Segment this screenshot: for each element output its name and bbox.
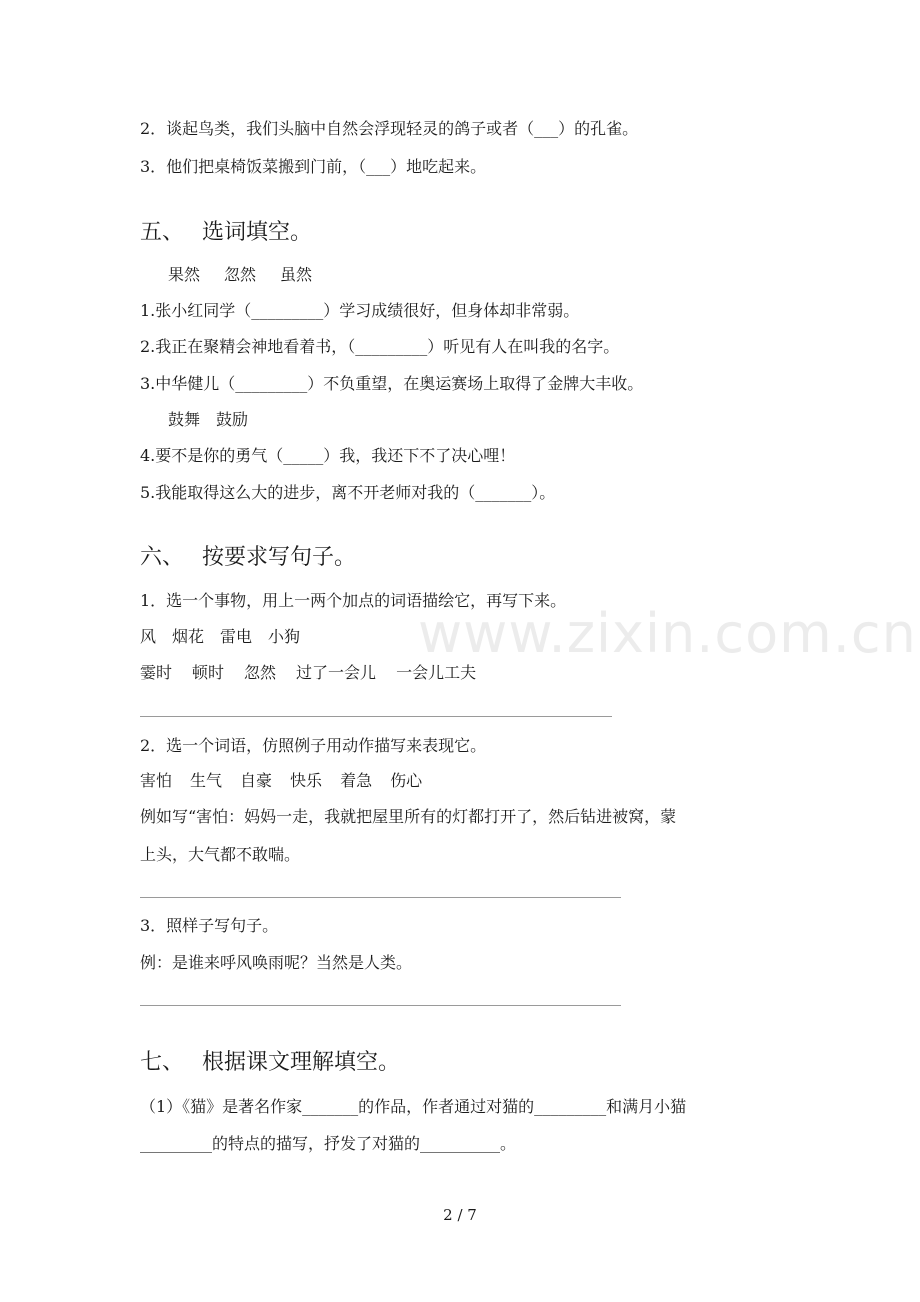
word-item: 风 [140, 627, 157, 646]
question-text: 2．谈起鸟类，我们头脑中自然会浮现轻灵的鸽子或者（___）的孔雀。 [140, 119, 639, 138]
example-text: 上头，大气都不敢喘。 [140, 845, 301, 864]
word-item: 过了一会儿 [296, 663, 377, 682]
page-number: 2 / 7 [443, 1206, 477, 1224]
example-text: 例：是谁来呼风唤雨呢？当然是人类。 [140, 953, 413, 972]
question-text: 5.我能取得这么大的进步，离不开老师对我的（_______）。 [140, 483, 556, 502]
answer-line[interactable] [140, 1005, 621, 1006]
word-item: 自豪 [240, 771, 273, 790]
section-number: 六、 [140, 545, 185, 570]
word-item: 快乐 [290, 771, 323, 790]
word-item: 霎时 [140, 663, 173, 682]
word-item: 一会儿工夫 [396, 663, 477, 682]
section-heading [140, 218, 312, 248]
word-bank-item: 忽然 [224, 265, 257, 284]
section-number: 五、 [140, 220, 185, 245]
word-list [140, 770, 446, 792]
answer-line[interactable] [140, 897, 621, 898]
section-heading [140, 543, 356, 573]
section-heading [140, 1048, 400, 1078]
answer-line[interactable] [140, 716, 612, 717]
word-item: 小狗 [268, 627, 301, 646]
question-text: 1．选一个事物，用上一两个加点的词语描绘它，再写下来。 [140, 591, 567, 610]
word-item: 伤心 [390, 771, 423, 790]
watermark: www.zixin.com.cn [418, 602, 917, 665]
question-text: 3.中华健儿（_________）不负重望，在奥运赛场上取得了金牌大丰收。 [140, 374, 644, 393]
word-list [140, 626, 324, 648]
word-bank-item: 鼓舞 [168, 410, 201, 429]
question-text: 2.我正在聚精会神地看着书，（_________）听见有人在叫我的名字。 [140, 337, 620, 356]
word-item: 着急 [340, 771, 373, 790]
word-item: 顿时 [192, 663, 225, 682]
word-item: 烟花 [172, 627, 205, 646]
word-item: 忽然 [244, 663, 277, 682]
question-text: _________的特点的描写，抒发了对猫的__________。 [140, 1134, 517, 1153]
section-title: 按要求写句子。 [202, 545, 357, 570]
example-text: 例如写“害怕：妈妈一走，我就把屋里所有的灯都打开了，然后钻进被窝，蒙 [140, 807, 677, 826]
question-text: 4.要不是你的勇气（_____）我，我还下不了决心哩！ [140, 446, 516, 465]
word-bank-item: 果然 [168, 265, 201, 284]
word-bank [168, 409, 272, 431]
question-text: 2．选一个词语，仿照例子用动作描写来表现它。 [140, 736, 487, 755]
section-number: 七、 [140, 1050, 185, 1075]
word-item: 害怕 [140, 771, 173, 790]
word-item: 雷电 [220, 627, 253, 646]
section-title: 根据课文理解填空。 [202, 1050, 401, 1075]
word-list [140, 662, 500, 684]
question-text: 3．他们把桌椅饭菜搬到门前，（___）地吃起来。 [140, 157, 487, 176]
question-text: （1）《猫》是著名作家_______的作品，作者通过对猫的_________和满月小猫 [140, 1097, 687, 1116]
question-text: 3．照样子写句子。 [140, 916, 279, 935]
word-bank-item: 虽然 [280, 265, 313, 284]
section-title: 选词填空。 [202, 220, 313, 245]
word-item: 生气 [190, 771, 223, 790]
question-text: 1.张小红同学（_________）学习成绩很好，但身体却非常弱。 [140, 301, 580, 320]
word-bank-item: 鼓励 [216, 410, 249, 429]
word-bank [168, 264, 336, 286]
